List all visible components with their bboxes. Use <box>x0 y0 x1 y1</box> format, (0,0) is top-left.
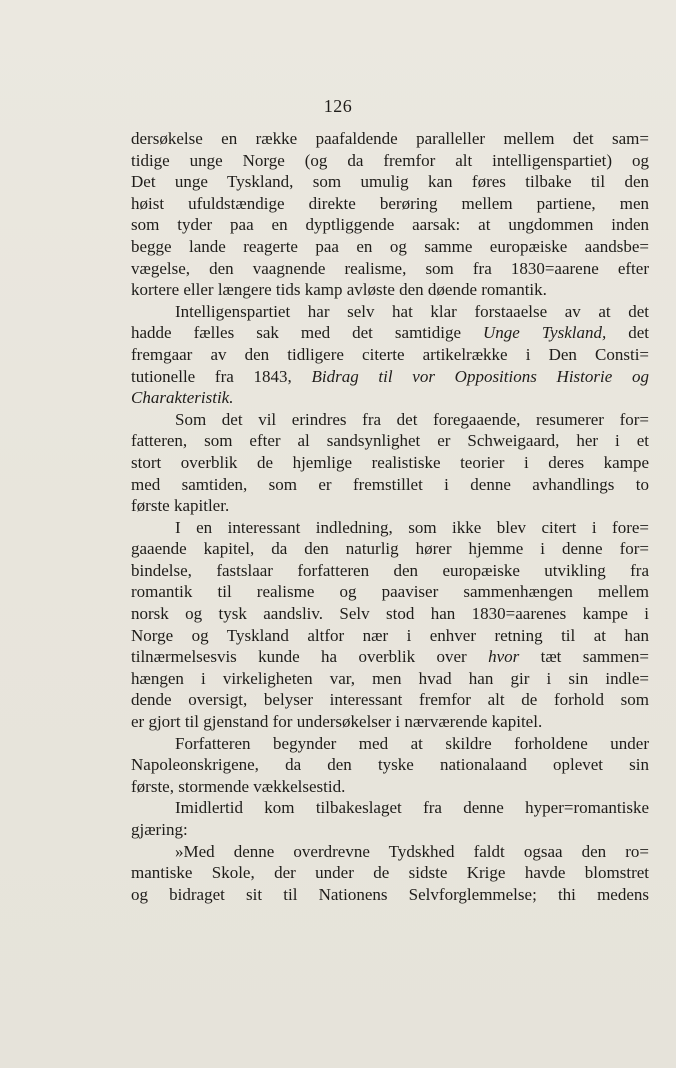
text-line: Napoleonskrigene, da den tyske nationalaand oplevet sin <box>131 755 649 775</box>
text-line: Charakteristik. <box>131 388 234 408</box>
page-number: 126 <box>323 96 353 116</box>
text-line: er gjort til gjenstand for undersøkelser i nærværende kapitel. <box>131 712 543 732</box>
text-line: Imidlertid kom tilbakeslaget fra denne hyper=romantiske <box>175 798 649 818</box>
text-line: tutionelle fra 1843, Bidrag til vor Oppositions Historie og <box>131 366 649 386</box>
text-line: dende oversigt, belyser interessant fremfor alt de forhold som <box>131 690 649 710</box>
text-line: vægelse, den vaagnende realisme, som fra 1830=aarene efter <box>131 258 649 278</box>
text-line: med samtiden, som er fremstillet i denne avhandlings to <box>131 474 649 494</box>
text-line: dersøkelse en række paafaldende paralleller mellem det sam= <box>131 129 649 148</box>
text-line: bindelse, fastslaar forfatteren den europæiske utvikling fra <box>131 560 649 580</box>
text-line: tidige unge Norge (og da fremfor alt intelligenspartiet) og <box>131 150 649 170</box>
text-line: mantiske Skole, der under de sidste Krige havde blomstret <box>131 863 649 883</box>
text-line: Intelligenspartiet har selv hat klar forstaaelse av at det <box>175 301 649 321</box>
text-line: første, stormende vækkelsestid. <box>131 776 346 796</box>
text-line: første kapitler. <box>131 496 230 516</box>
text-line: Forfatteren begynder med at skildre forholdene under <box>175 733 649 753</box>
text-line: og bidraget sit til Nationens Selvforglemmelse; thi medens <box>131 884 649 904</box>
text-line: Det unge Tyskland, som umulig kan føres tilbake til den <box>131 172 649 192</box>
text-line: gjæring: <box>131 820 188 839</box>
text-line: gaaende kapitel, da den naturlig hører hjemme i denne for= <box>131 539 649 559</box>
text-line: hængen i virkeligheten var, men hvad han gir i sin indle= <box>131 668 649 688</box>
text-line: hadde fælles sak med det samtidige Unge Tyskland, det <box>131 323 649 343</box>
text-line: høist ufuldstændige direkte berøring mellem partiene, men <box>131 193 649 213</box>
text-line: I en interessant indledning, som ikke blev citert i fore= <box>175 517 649 537</box>
body-text <box>131 128 649 905</box>
text-line: kortere eller længere tids kamp avløste den døende romantik. <box>131 280 547 300</box>
text-line: fremgaar av den tidligere citerte artikelrække i Den Consti= <box>131 344 649 364</box>
text-line: tilnærmelsesvis kunde ha overblik over hvor tæt sammen= <box>131 647 649 667</box>
text-line: begge lande reagerte paa en og samme europæiske aandsbe= <box>131 236 649 256</box>
text-line: norsk og tysk aandsliv. Selv stod han 1830=aarenes kampe i <box>131 604 649 624</box>
text-line: »Med denne overdrevne Tydskhed faldt ogsaa den ro= <box>175 841 649 861</box>
text-line: stort overblik de hjemlige realistiske teorier i deres kampe <box>131 452 649 472</box>
text-line: romantik til realisme og paaviser sammenhængen mellem <box>131 582 649 602</box>
text-line: fatteren, som efter al sandsynlighet er Schweigaard, her i et <box>131 431 649 451</box>
text-line: som tyder paa en dyptliggende aarsak: at ungdommen inden <box>131 215 649 235</box>
text-line: Norge og Tyskland altfor nær i enhver retning til at han <box>131 625 649 645</box>
text-line: Som det vil erindres fra det foregaaende, resumerer for= <box>175 409 649 429</box>
